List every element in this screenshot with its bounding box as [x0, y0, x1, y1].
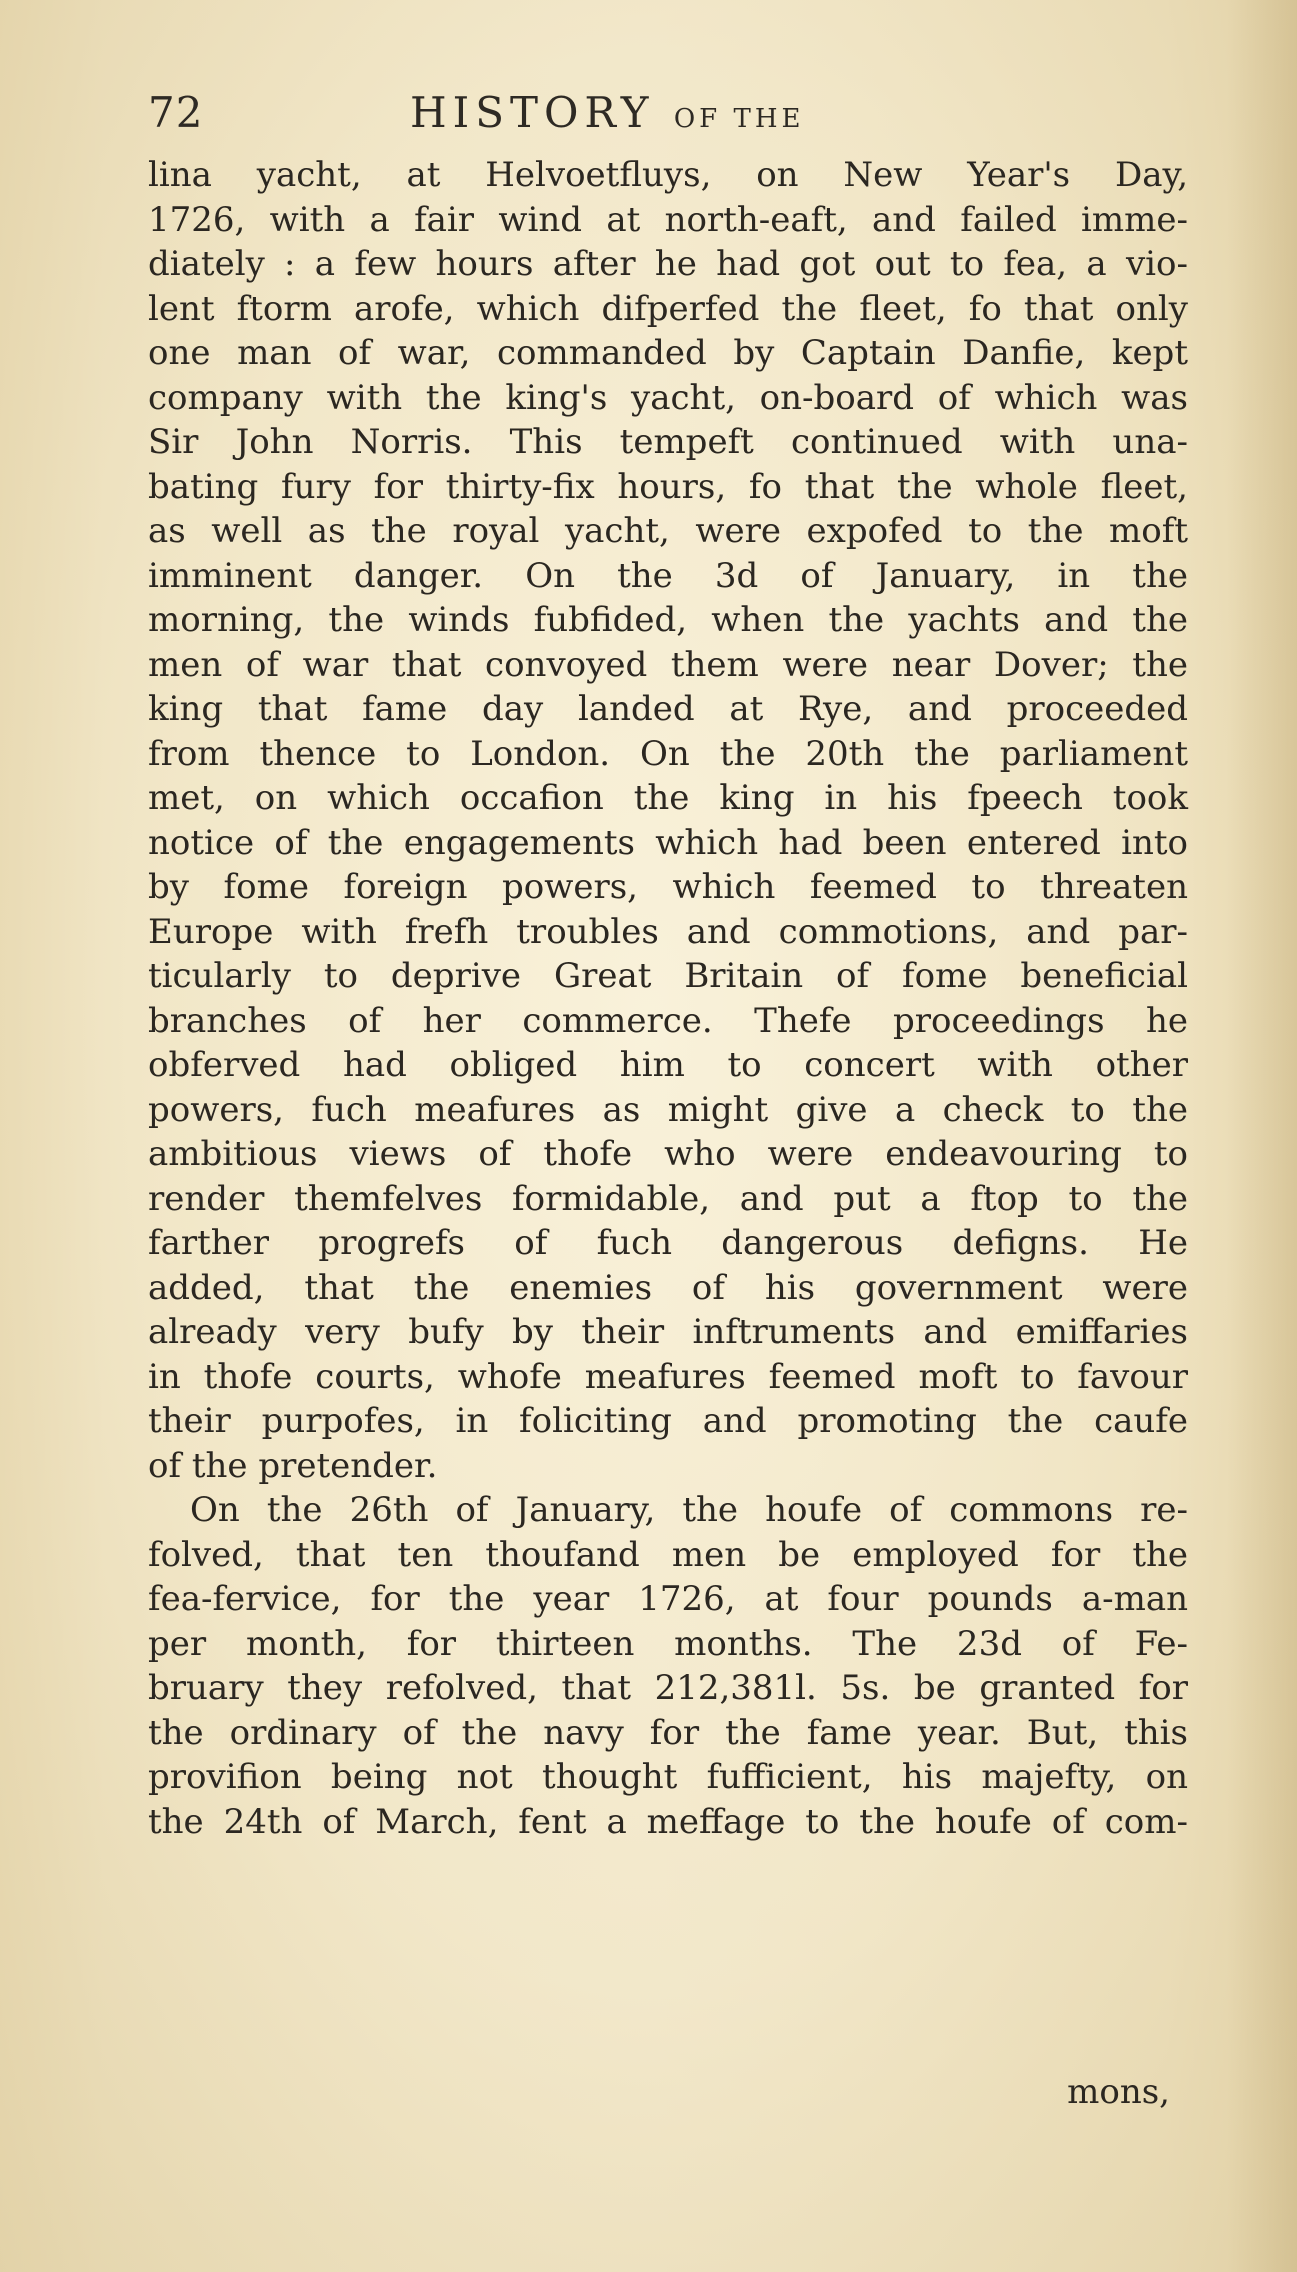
text-line: men of war that convoyed them were near Dover; the: [148, 644, 1188, 685]
text-line: one man of war, commanded by Captain Danfie, kept: [148, 333, 1188, 373]
text-line: farther progrefs of fuch dangerous defigns. He: [148, 1223, 1188, 1263]
text-line: the ordinary of the navy for the fame year. But, this: [148, 1712, 1188, 1753]
text-line: powers, fuch meafures as might give a check to the: [148, 1089, 1188, 1130]
text-line: fea-fervice, for the year 1726, at four pounds a-man: [148, 1579, 1188, 1619]
text-line: provifion being not thought fufficient, his majefty, on: [148, 1757, 1188, 1797]
text-line: king that fame day landed at Rye, and proceeded: [148, 689, 1188, 729]
text-line: morning, the winds fubfided, when the yachts and the: [148, 600, 1188, 640]
text-line: render themfelves formidable, and put a ftop to the: [148, 1178, 1188, 1219]
text-line: from thence to London. On the 20th the parliament: [148, 733, 1188, 774]
text-line: ticularly to deprive Great Britain of fome beneficial: [148, 956, 1188, 996]
text-line: branches of her commerce. Thefe proceedings he: [148, 1000, 1188, 1041]
running-head: [148, 88, 1188, 148]
running-title: [410, 88, 804, 137]
text-line: in thofe courts, whofe meafures feemed moft to favour: [148, 1356, 1188, 1397]
text-line: bruary they refolved, that 212,381l. 5s. be granted for: [148, 1668, 1188, 1708]
text-line: notice of the engagements which had been entered into: [148, 822, 1188, 863]
text-line: per month, for thirteen months. The 23d of Fe-: [148, 1623, 1188, 1664]
text-line: met, on which occafion the king in his fpeech took: [148, 778, 1188, 818]
text-line: bating fury for thirty-fix hours, fo that the whole fleet,: [148, 466, 1188, 507]
page-number: 72: [148, 88, 204, 137]
text-line: as well as the royal yacht, were expofed to the moft: [148, 511, 1188, 551]
text-line: lent ftorm arofe, which difperfed the fleet, fo that only: [148, 288, 1188, 329]
text-line: imminent danger. On the 3d of January, in the: [148, 555, 1188, 596]
text-line: folved, that ten thoufand men be employed for the: [148, 1534, 1188, 1575]
running-title-small: OF THE: [673, 104, 805, 134]
body-text: [148, 153, 1188, 1844]
text-line: by fome foreign powers, which feemed to threaten: [148, 867, 1188, 907]
text-line: 1726, with a fair wind at north-eaft, and failed imme-: [148, 199, 1188, 240]
text-line: the 24th of March, fent a meffage to the houfe of com-: [148, 1801, 1188, 1842]
text-line: company with the king's yacht, on-board of which was: [148, 377, 1188, 418]
text-line: of the pretender.: [148, 1445, 438, 1486]
text-line: Europe with frefh troubles and commotions, and par-: [148, 911, 1188, 952]
text-line: lina yacht, at Helvoetfluys, on New Year's Day,: [148, 155, 1188, 195]
running-title-main: HISTORY: [410, 88, 655, 137]
catchword: mons,: [1067, 2072, 1170, 2112]
text-line: added, that the enemies of his government were: [148, 1267, 1188, 1308]
text-line: diately : a few hours after he had got out to fea, a vio-: [148, 244, 1188, 284]
text-line: their purpofes, in foliciting and promoting the caufe: [148, 1401, 1188, 1441]
text-line: already very bufy by their inftruments and emiffaries: [148, 1312, 1188, 1352]
text-line: obferved had obliged him to concert with other: [148, 1045, 1188, 1085]
page-edge-shadow: [1227, 0, 1297, 2272]
text-line: On the 26th of January, the houfe of commons re-: [190, 1490, 1188, 1530]
text-line: Sir John Norris. This tempeft continued with una-: [148, 422, 1188, 462]
text-line: ambitious views of thofe who were endeavouring to: [148, 1134, 1188, 1174]
